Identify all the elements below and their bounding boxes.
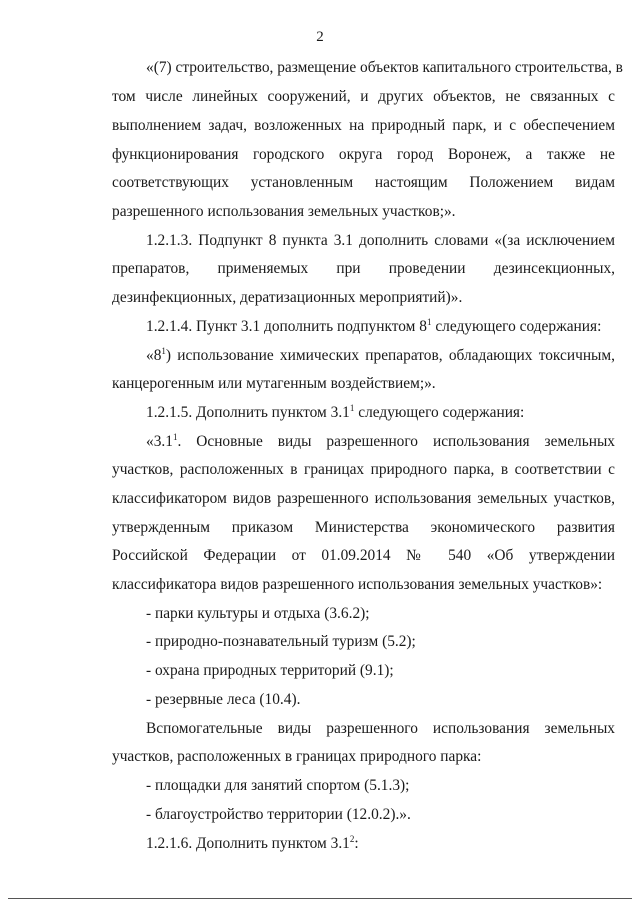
- section-1216-text-b: :: [354, 835, 359, 852]
- paragraph-311-text-a: «3.1: [146, 433, 173, 450]
- paragraph-81-text-a: «8: [146, 347, 162, 364]
- paragraph-311-line-3: классификатором видов разрешенного использования земельных участков,: [112, 490, 615, 507]
- superscript-1: 1: [161, 346, 166, 356]
- section-1214-text-b: следующего содержания:: [431, 318, 602, 335]
- page-bottom-rule: [8, 898, 632, 899]
- paragraph-7-line-3: выполнением задач, возложенных на природный парк, и с обеспечением: [112, 117, 615, 134]
- section-1213-line-2: препаратов, применяемых при проведении дезинсекционных,: [112, 260, 615, 277]
- section-1215-line: [146, 403, 615, 422]
- page-number: 2: [316, 29, 324, 45]
- auxiliary-line-1: Вспомогательные виды разрешенного использования земельных: [146, 720, 615, 737]
- list-item: - парки культуры и отдыха (3.6.2);: [146, 605, 370, 622]
- paragraph-311-text-b: . Основные виды разрешенного использования земельных: [177, 433, 615, 450]
- paragraph-311-line-1: [146, 432, 615, 451]
- paragraph-7-line-1: «(7) строительство, размещение объектов капитального строительства, в: [146, 59, 623, 76]
- section-1215-text-b: следующего содержания:: [354, 404, 525, 421]
- paragraph-7-line-6: разрешенного использования земельных участков;».: [112, 203, 456, 220]
- list-item: - площадки для занятий спортом (5.1.3);: [146, 777, 410, 794]
- superscript-1: 1: [349, 403, 355, 413]
- section-1214-text-a: 1.2.1.4. Пункт 3.1 дополнить подпунктом 8: [146, 318, 427, 335]
- section-1213-line-1: 1.2.1.3. Подпункт 8 пункта 3.1 дополнить словами «(за исключением: [146, 232, 615, 249]
- paragraph-81-line-1: [146, 346, 615, 365]
- section-1214-line: [146, 317, 615, 336]
- paragraph-7-line-4: функционирования городского округа город Воронеж, а также не: [112, 146, 615, 163]
- paragraph-311-line-6: классификатора видов разрешенного использования земельных участков»:: [112, 576, 603, 593]
- paragraph-81-line-2: канцерогенным или мутагенным воздействием;».: [112, 375, 436, 392]
- section-1215-text-a: 1.2.1.5. Дополнить пунктом 3.1: [146, 404, 350, 421]
- list-item: - природно-познавательный туризм (5.2);: [146, 633, 416, 650]
- superscript-2: 2: [349, 834, 355, 844]
- auxiliary-line-2: участков, расположенных в границах природного парка:: [112, 748, 482, 765]
- list-item: - благоустройство территории (12.0.2).».: [146, 806, 411, 823]
- section-1216-text-a: 1.2.1.6. Дополнить пунктом 3.1: [146, 835, 350, 852]
- paragraph-7-line-5: соответствующих установленным настоящим Положением видам: [112, 174, 615, 191]
- paragraph-81-text-b: ) использование химических препаратов, обладающих токсичным,: [165, 347, 615, 364]
- list-item: - охрана природных территорий (9.1);: [146, 662, 394, 679]
- superscript-1: 1: [426, 317, 432, 327]
- section-1213-line-3: дезинфекционных, дератизационных мероприятий)».: [112, 289, 463, 306]
- paragraph-311-line-5: Российской Федерации от 01.09.2014 № 540 «Об утверждении: [112, 547, 615, 564]
- superscript-1: 1: [172, 432, 178, 442]
- section-1216-line: [146, 834, 615, 853]
- paragraph-7-line-2: том числе линейных сооружений, и других объектов, не связанных с: [112, 88, 615, 105]
- paragraph-311-line-4: утвержденным приказом Министерства экономического развития: [112, 519, 615, 536]
- list-item: - резервные леса (10.4).: [146, 691, 301, 708]
- paragraph-311-line-2: участков, расположенных в границах природного парка, в соответствии с: [112, 461, 615, 478]
